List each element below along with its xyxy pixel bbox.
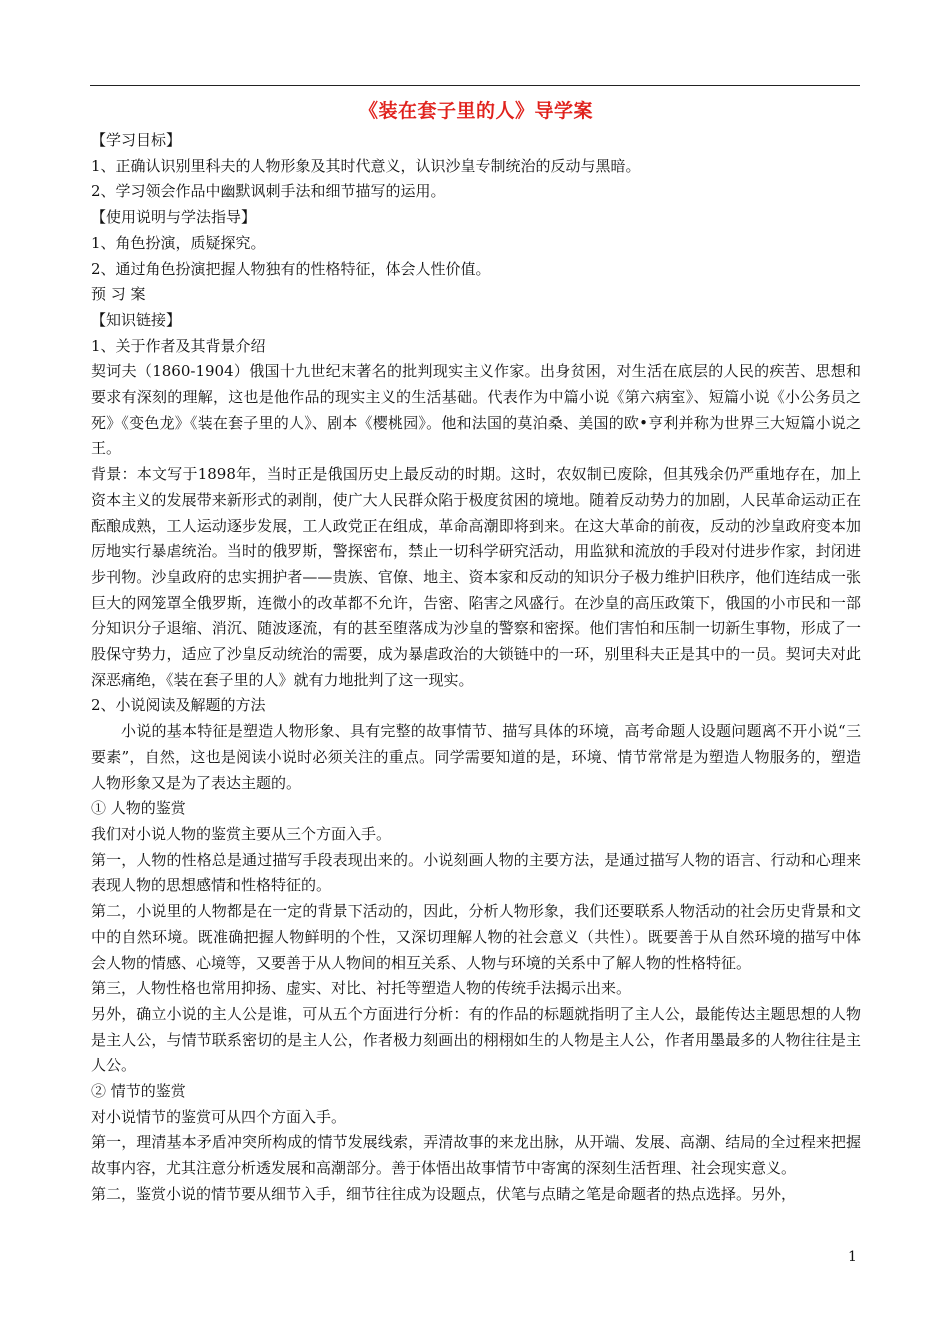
paragraph: 预 习 案 (91, 285, 146, 304)
document-title: 《装在套子里的人》导学案 (358, 100, 593, 122)
paragraph: 第一，理清基本矛盾冲突所构成的情节发展线索，弄清故事的来龙出脉，从开端、发展、高潮、结局的全过程来把握故事内容，尤其注意分析透发展和高潮部分。善于体悟出故事情节中寄寓的深刻生活哲理、社会现实意义。 (91, 1133, 861, 1178)
paragraph-list (91, 128, 861, 1208)
paragraph: 【使用说明与学法指导】 (91, 208, 257, 227)
paragraph: 【学习目标】 (91, 131, 182, 149)
paragraph: 1、正确认识别里科夫的人物形象及其时代意义，认识沙皇专制统治的反动与黑暗。 (91, 156, 641, 175)
paragraph: 第一，人物的性格总是通过描写手段表现出来的。小说刻画人物的主要方法，是通过描写人物的语言、行动和心理来表现人物的思想感情和性格特征的。 (91, 850, 861, 895)
paragraph: 2、小说阅读及解题的方法 (91, 696, 266, 715)
paragraph: 另外，确立小说的主人公是谁，可从五个方面进行分析：有的作品的标题就指明了主人公，最能传达主题思想的人物是主人公，与情节联系密切的是主人公，作者极力刻画出的栩栩如生的人物是主人公，作者用墨最多的人物往往是主人公。 (91, 1004, 861, 1075)
page-number: 1 (848, 1249, 857, 1265)
paragraph: 第二，鉴赏小说的情节要从细节入手，细节往往成为设题点，伏笔与点睛之笔是命题者的热点选择。另外， (91, 1184, 797, 1203)
paragraph: 对小说情节的鉴赏可从四个方面入手。 (91, 1107, 347, 1126)
paragraph: 【知识链接】 (91, 310, 182, 329)
paragraph: 背景：本文写于1898年，当时正是俄国历史上最反动的时期。这时，农奴制已废除，但其残余仍严重地存在，加上资本主义的发展带来新形式的剥削，使广大人民群众陷于极度贫困的境地。随着反动势力的加剧，人民革命运动正在酝酿成熟，工人运动逐步发展，工人政党正在组成，革命高潮即将到来。在这大革命的前夜，反动的沙皇政府变本加厉地实行暴虐统治。当时的俄罗斯，警探密布，禁止一切科学研究活动，用监狱和流放的手段对付进步作家，封闭进步刊物。沙皇政府的忠实拥护者——贵族、官僚、地主、资本家和反动的知识分子极力维护旧秩序，他们连结成一张巨大的网笼罩全俄罗斯，连微小的改革都不允许，告密、陷害之风盛行。在沙皇的高压政策下，俄国的小市民和一部分知识分子退缩、消沉、随波逐流，有的甚至堕落成为沙皇的警察和密探。他们害怕和压制一切新生事物，形成了一股保守势力，适应了沙皇反动统治的需要，成为暴虐政治的大锁链中的一环，别里科夫正是其中的一员。契诃夫对此深恶痛绝，《装在套子里的人》就有力地批判了这一现实。 (91, 465, 861, 689)
paragraph: 契诃夫（1860-1904）俄国十九世纪末著名的批判现实主义作家。出身贫困，对生活在底层的人民的疾苦、思想和要求有深刻的理解，这也是他作品的现实主义的生活基础。代表作为中篇小说《第六病室》、短篇小说《小公务员之死》《变色龙》《装在套子里的人》、剧本《樱桃园》。他和法国的莫泊桑、美国的欧•亨利并称为世界三大短篇小说之王。 (91, 362, 861, 458)
header-rule (90, 85, 860, 86)
paragraph: 第二，小说里的人物都是在一定的背景下活动的，因此，分析人物形象，我们还要联系人物活动的社会历史背景和文中的自然环境。既准确把握人物鲜明的个性，又深切理解人物的社会意义（共性）。既要善于从自然环境的描写中体会人物的情感、心境等，又要善于从人物间的相互关系、人物与环境的关系中了解人物的性格特征。 (91, 902, 861, 972)
paragraph: 1、关于作者及其背景介绍 (91, 336, 266, 355)
paragraph: 第三，人物性格也常用抑扬、虚实、对比、衬托等塑造人物的传统手法揭示出来。 (91, 979, 632, 998)
paragraph: 小说的基本特征是塑造人物形象、具有完整的故事情节、描写具体的环境，高考命题人设题问题离不开小说“三要素”，自然，这也是阅读小说时必须关注的重点。同学需要知道的是，环境、情节常常是为塑造人物服务的，塑造人物形象又是为了表达主题的。 (91, 722, 861, 792)
paragraph: ① 人物的鉴赏 (91, 799, 186, 818)
paragraph: ② 情节的鉴赏 (91, 1082, 186, 1101)
paragraph: 1、角色扮演，质疑探究。 (91, 233, 266, 252)
paragraph: 我们对小说人物的鉴赏主要从三个方面入手。 (91, 824, 392, 843)
paragraph: 2、学习领会作品中幽默讽刺手法和细节描写的运用。 (91, 182, 446, 201)
paragraph: 2、通过角色扮演把握人物独有的性格特征，体会人性价值。 (91, 259, 491, 278)
document-body (91, 94, 861, 1208)
